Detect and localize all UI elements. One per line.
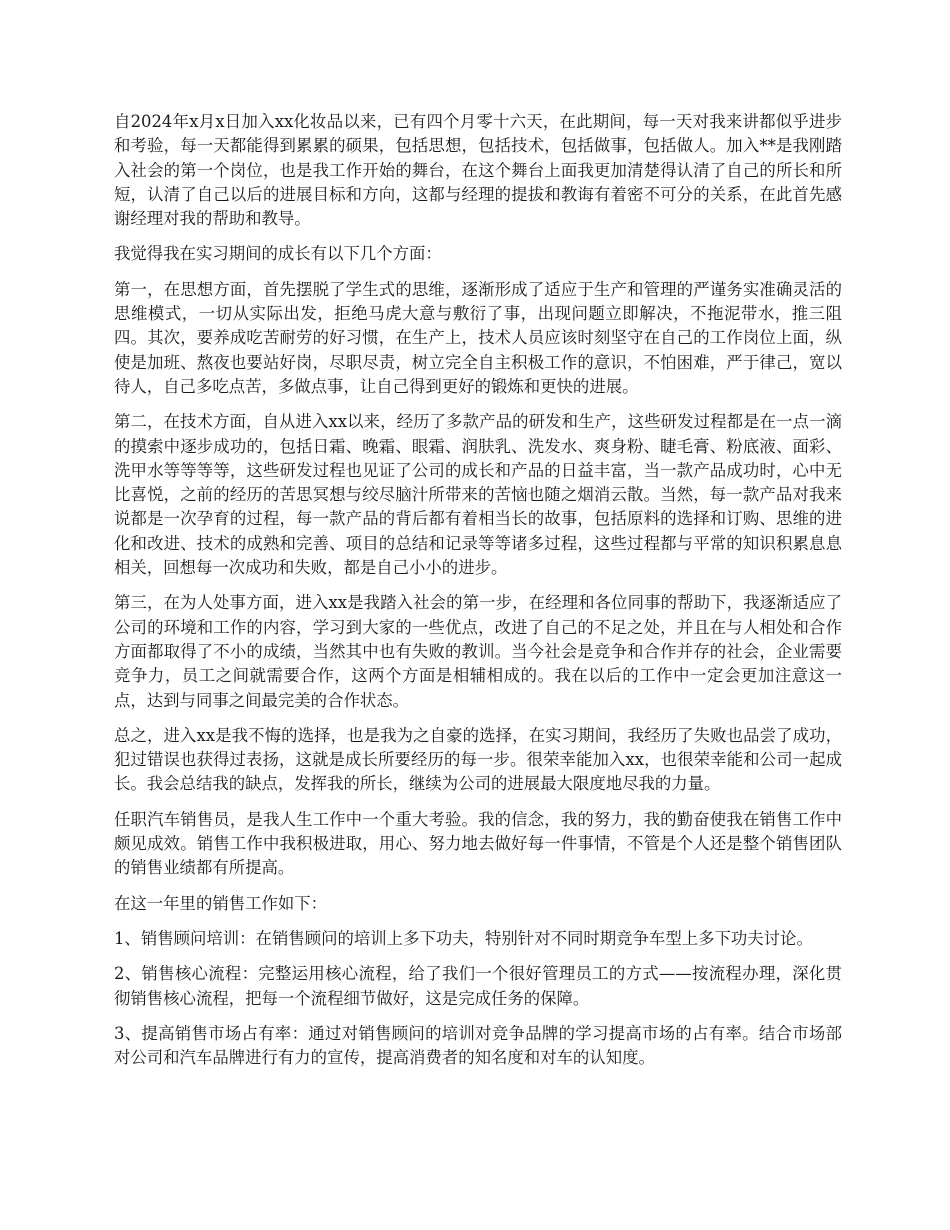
paragraph-intro: 自2024年x月x日加入xx化妆品以来，已有四个月零十六天，在此期间，每一天对我来讲都似乎进步和考验，每一天都能得到累累的硕果，包括思想，包括技术，包括做事，包括做人。加入**是我刚踏入社会的第一个岗位，也是我工作开始的舞台，在这个舞台上面我更加清楚得认清了自己的所长和所短，认清了自己以后的进展目标和方向，这都与经理的提拔和教诲有着密不可分的关系，在此首先感谢经理对我的帮助和教导。: [114, 112, 842, 229]
paragraph-conclusion: 总之，进入xx是我不悔的选择，也是我为之自豪的选择，在实习期间，我经历了失败也品尝了成功，犯过错误也获得过表扬，这就是成长所要经历的每一步。很荣幸能加入xx，也很荣幸能和公司一起成长。我会总结我的缺点，发挥我的所长，继续为公司的进展最大限度地尽我的力量。: [114, 725, 842, 794]
document-body: [114, 110, 842, 1081]
paragraph-growth-heading: 我觉得我在实习期间的成长有以下几个方面：: [114, 244, 442, 264]
paragraph-technology: 第二，在技术方面，自从进入xx以来，经历了多款产品的研发和生产，这些研发过程都是在一点一滴的摸索中逐步成功的，包括日霜、晚霜、眼霜、润肤乳、洗发水、爽身粉、睫毛膏、粉底液、面彩、洗甲水等等等等，这些研发过程也见证了公司的成长和产品的日益丰富，当一款产品成功时，心中无比喜悦，之前的经历的苦思冥想与绞尽脑汁所带来的苦恼也随之烟消云散。当然，每一款产品对我来说都是一次孕育的过程，每一款产品的背后都有着相当长的故事，包括原料的选择和订购、思维的进化和改进、技术的成熟和完善、项目的总结和记录等等诸多过程，这些过程都与平常的知识积累息息相关，回想每一次成功和失败，都是自己小小的进步。: [114, 412, 842, 578]
list-item-market-share: 3、提高销售市场占有率：通过对销售顾问的培训对竞争品牌的学习提高市场的占有率。结合市场部对公司和汽车品牌进行有力的宣传，提高消费者的知名度和对车的认知度。: [114, 1023, 842, 1068]
list-item-core-process: 2、销售核心流程：完整运用核心流程，给了我们一个很好管理员工的方式——按流程办理，深化贯彻销售核心流程，把每一个流程细节做好，这是完成任务的保障。: [114, 964, 842, 1008]
paragraph-sales-work-heading: 在这一年里的销售工作如下：: [114, 893, 328, 913]
paragraph-thinking: 第一，在思想方面，首先摆脱了学生式的思维，逐渐形成了适应于生产和管理的严谨务实准确灵活的思维模式，一切从实际出发，拒绝马虎大意与敷衍了事，出现问题立即解决，不拖泥带水，推三阻四。其次，要养成吃苦耐劳的好习惯，在生产上，技术人员应该时刻坚守在自己的工作岗位上面，纵使是加班、熬夜也要站好岗，尽职尽责，树立完全自主积极工作的意识，不怕困难，严于律己，宽以待人，自己多吃点苦，多做点事，让自己得到更好的锻炼和更快的进展。: [114, 279, 842, 396]
list-item-training: 1、销售顾问培训：在销售顾问的培训上多下功夫，特别针对不同时期竞争车型上多下功夫讨论。: [114, 928, 813, 948]
paragraph-car-sales-intro: 任职汽车销售员，是我人生工作中一个重大考验。我的信念，我的努力，我的勤奋使我在销售工作中颇见成效。销售工作中我积极进取，用心、努力地去做好每一件事情，不管是个人还是整个销售团队的销售业绩都有所提高。: [114, 809, 842, 878]
paragraph-interpersonal: 第三，在为人处事方面，进入xx是我踏入社会的第一步，在经理和各位同事的帮助下，我逐渐适应了公司的环境和工作的内容，学习到大家的一些优点，改进了自己的不足之处，并且在与人相处和合作方面都取得了不小的成绩，当然其中也有失败的教训。当今社会是竞争和合作并存的社会，企业需要竞争力，员工之间就需要合作，这两个方面是相辅相成的。我在以后的工作中一定会更加注意这一点，达到与同事之间最完美的合作状态。: [114, 593, 842, 710]
